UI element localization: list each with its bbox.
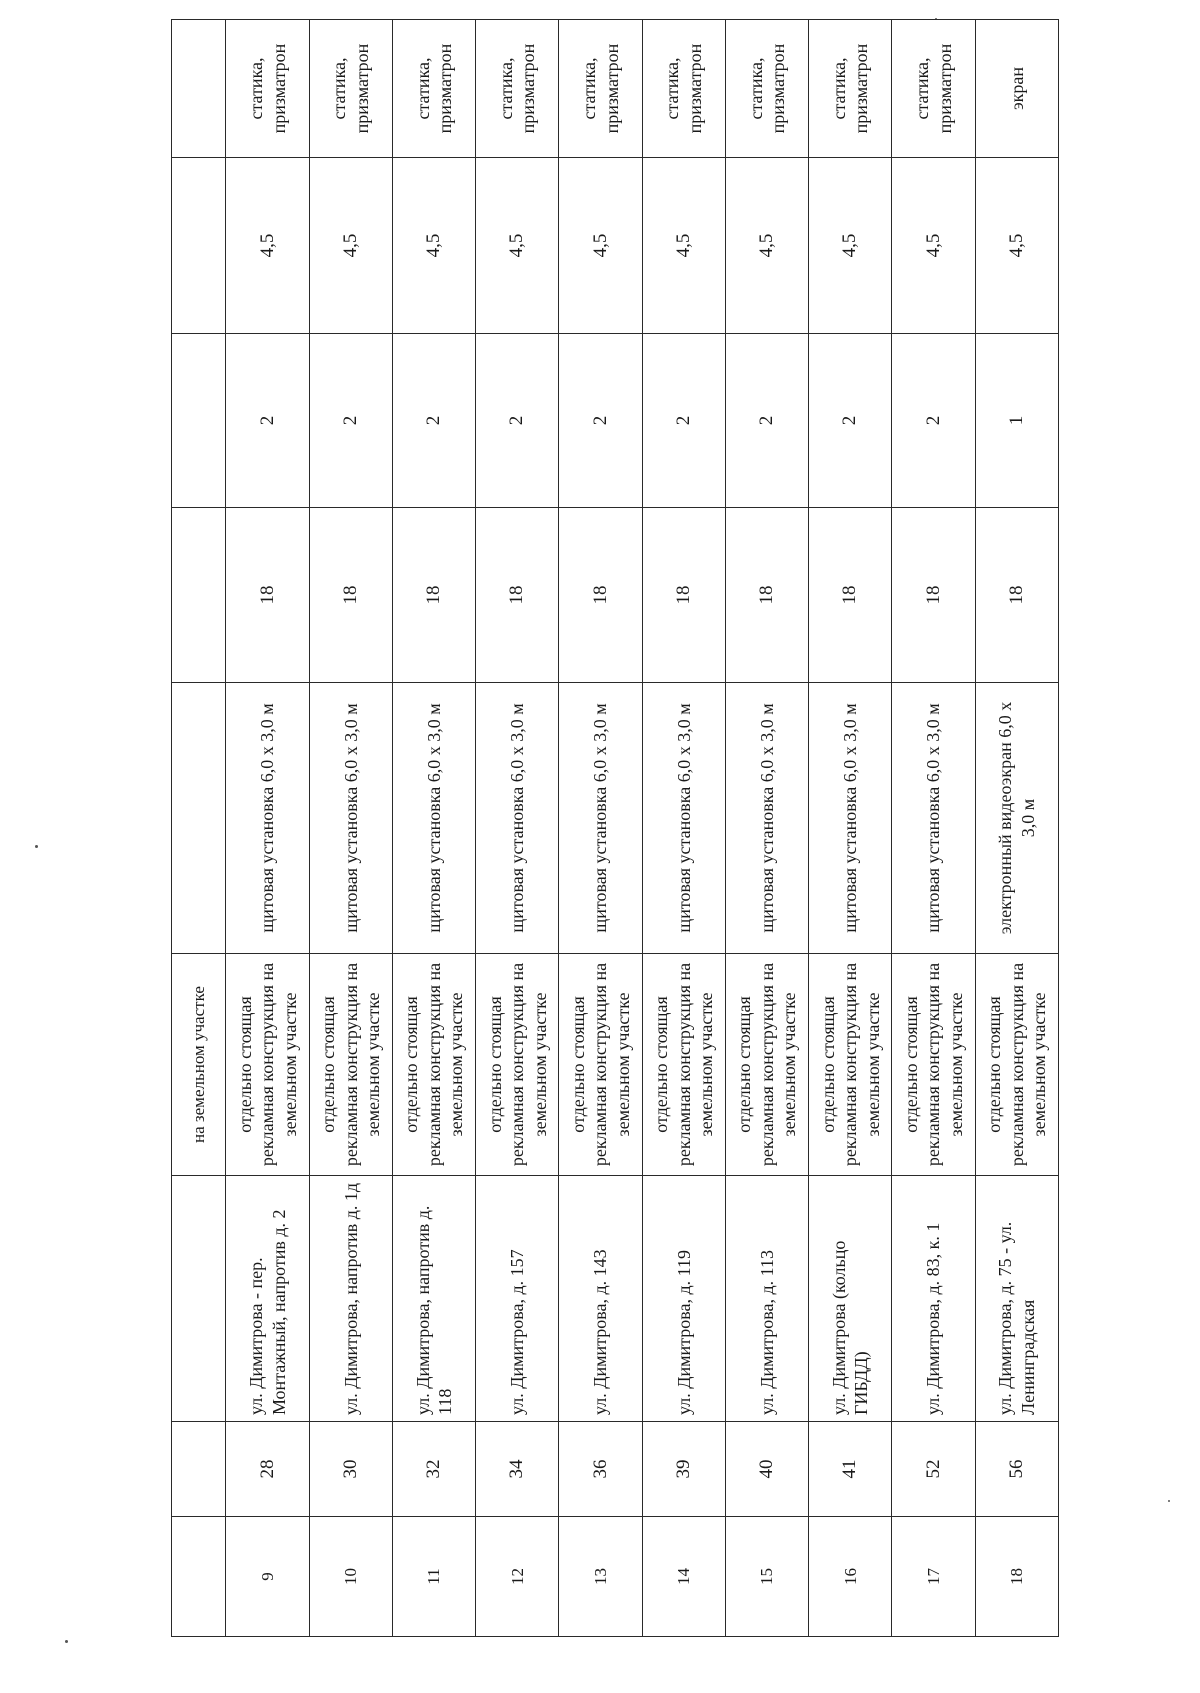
row-index-cell: 15 — [725, 1517, 808, 1637]
placement-cell: отдельно стоящая рекламная конструкция на земельном участке — [559, 954, 642, 1176]
structure-type-cell: электронный видеоэкран 6,0 х 3,0 м — [975, 683, 1058, 954]
structure-type-cell: щитовая установка 6,0 х 3,0 м — [559, 683, 642, 954]
technology-cell: статика, призматрон — [309, 20, 392, 158]
row-index-cell: 14 — [642, 1517, 725, 1637]
structure-number-cell: 56 — [975, 1422, 1058, 1517]
header-cell-empty — [172, 508, 226, 683]
height-cell: 4,5 — [226, 158, 309, 334]
table-row — [642, 20, 725, 1637]
header-cell-empty — [172, 334, 226, 508]
row-index-cell: 13 — [559, 1517, 642, 1637]
height-cell: 4,5 — [892, 158, 975, 334]
scan-speck — [65, 1640, 68, 1643]
row-index-cell: 12 — [476, 1517, 559, 1637]
table-row — [809, 20, 892, 1637]
scan-speck — [35, 845, 38, 848]
scan-speck — [1168, 1500, 1170, 1502]
row-index-cell: 16 — [809, 1517, 892, 1637]
height-cell: 4,5 — [809, 158, 892, 334]
row-index-cell: 10 — [309, 1517, 392, 1637]
structure-type-cell: щитовая установка 6,0 х 3,0 м — [476, 683, 559, 954]
sides-cell: 2 — [392, 334, 475, 508]
table-row — [725, 20, 808, 1637]
table-header-row — [172, 20, 226, 1637]
height-cell: 4,5 — [309, 158, 392, 334]
area-cell: 18 — [725, 508, 808, 683]
address-cell: ул. Димитрова, д. 143 — [559, 1176, 642, 1422]
address-cell: ул. Димитрова (кольцо ГИБДД) — [809, 1176, 892, 1422]
area-cell: 18 — [309, 508, 392, 683]
area-cell: 18 — [892, 508, 975, 683]
structure-number-cell: 39 — [642, 1422, 725, 1517]
sides-cell: 2 — [892, 334, 975, 508]
header-cell-empty — [172, 1517, 226, 1637]
area-cell: 18 — [642, 508, 725, 683]
sides-cell: 2 — [309, 334, 392, 508]
structure-type-cell: щитовая установка 6,0 х 3,0 м — [226, 683, 309, 954]
placement-cell: отдельно стоящая рекламная конструкция на земельном участке — [309, 954, 392, 1176]
technology-cell: статика, призматрон — [392, 20, 475, 158]
address-cell: ул. Димитрова, напротив д. 1д — [309, 1176, 392, 1422]
address-cell: ул. Димитрова, напротив д. 118 — [392, 1176, 475, 1422]
height-cell: 4,5 — [392, 158, 475, 334]
structure-type-cell: щитовая установка 6,0 х 3,0 м — [892, 683, 975, 954]
table-body — [226, 20, 1059, 1637]
technology-cell: статика, призматрон — [476, 20, 559, 158]
structure-number-cell: 41 — [809, 1422, 892, 1517]
structure-number-cell: 30 — [309, 1422, 392, 1517]
area-cell: 18 — [559, 508, 642, 683]
header-cell-empty — [172, 158, 226, 334]
row-index-cell: 11 — [392, 1517, 475, 1637]
sides-cell: 2 — [226, 334, 309, 508]
sides-cell: 2 — [476, 334, 559, 508]
address-cell: ул. Димитрова, д. 75 - ул. Ленинградская — [975, 1176, 1058, 1422]
address-cell: ул. Димитрова, д. 83, к. 1 — [892, 1176, 975, 1422]
technology-cell: экран — [975, 20, 1058, 158]
header-cell-empty — [172, 20, 226, 158]
sides-cell: 2 — [642, 334, 725, 508]
sides-cell: 1 — [975, 334, 1058, 508]
rotated-table-page — [171, 40, 1059, 1637]
height-cell: 4,5 — [559, 158, 642, 334]
technology-cell: статика, призматрон — [559, 20, 642, 158]
address-cell: ул. Димитрова, д. 119 — [642, 1176, 725, 1422]
row-index-cell: 18 — [975, 1517, 1058, 1637]
technology-cell: статика, призматрон — [809, 20, 892, 158]
table-row — [392, 20, 475, 1637]
height-cell: 4,5 — [642, 158, 725, 334]
structure-number-cell: 40 — [725, 1422, 808, 1517]
table-row — [892, 20, 975, 1637]
address-cell: ул. Димитрова, д. 113 — [725, 1176, 808, 1422]
structure-type-cell: щитовая установка 6,0 х 3,0 м — [809, 683, 892, 954]
placement-cell: отдельно стоящая рекламная конструкция на земельном участке — [975, 954, 1058, 1176]
placement-cell: отдельно стоящая рекламная конструкция на земельном участке — [392, 954, 475, 1176]
structure-number-cell: 36 — [559, 1422, 642, 1517]
placement-cell: отдельно стоящая рекламная конструкция на земельном участке — [226, 954, 309, 1176]
header-cell-empty — [172, 1422, 226, 1517]
placement-cell: отдельно стоящая рекламная конструкция на земельном участке — [809, 954, 892, 1176]
sides-cell: 2 — [725, 334, 808, 508]
address-cell: ул. Димитрова - пер. Монтажный, напротив д. 2 — [226, 1176, 309, 1422]
height-cell: 4,5 — [975, 158, 1058, 334]
sides-cell: 2 — [559, 334, 642, 508]
area-cell: 18 — [392, 508, 475, 683]
structure-number-cell: 34 — [476, 1422, 559, 1517]
technology-cell: статика, призматрон — [892, 20, 975, 158]
structure-type-cell: щитовая установка 6,0 х 3,0 м — [309, 683, 392, 954]
height-cell: 4,5 — [725, 158, 808, 334]
structure-number-cell: 32 — [392, 1422, 475, 1517]
table-row — [309, 20, 392, 1637]
header-cell-location: на земельном участке — [172, 954, 226, 1176]
area-cell: 18 — [476, 508, 559, 683]
placement-cell: отдельно стоящая рекламная конструкция на земельном участке — [476, 954, 559, 1176]
technology-cell: статика, призматрон — [642, 20, 725, 158]
area-cell: 18 — [809, 508, 892, 683]
structure-type-cell: щитовая установка 6,0 х 3,0 м — [642, 683, 725, 954]
header-cell-empty — [172, 1176, 226, 1422]
structure-type-cell: щитовая установка 6,0 х 3,0 м — [725, 683, 808, 954]
height-cell: 4,5 — [476, 158, 559, 334]
advertising-structures-table — [171, 19, 1059, 1637]
technology-cell: статика, призматрон — [725, 20, 808, 158]
structure-type-cell: щитовая установка 6,0 х 3,0 м — [392, 683, 475, 954]
address-cell: ул. Димитрова, д. 157 — [476, 1176, 559, 1422]
area-cell: 18 — [975, 508, 1058, 683]
area-cell: 18 — [226, 508, 309, 683]
row-index-cell: 9 — [226, 1517, 309, 1637]
sides-cell: 2 — [809, 334, 892, 508]
placement-cell: отдельно стоящая рекламная конструкция на земельном участке — [642, 954, 725, 1176]
structure-number-cell: 28 — [226, 1422, 309, 1517]
table-row — [559, 20, 642, 1637]
row-index-cell: 17 — [892, 1517, 975, 1637]
table-row — [226, 20, 309, 1637]
table-row — [975, 20, 1058, 1637]
table-row — [476, 20, 559, 1637]
placement-cell: отдельно стоящая рекламная конструкция на земельном участке — [892, 954, 975, 1176]
technology-cell: статика, призматрон — [226, 20, 309, 158]
placement-cell: отдельно стоящая рекламная конструкция на земельном участке — [725, 954, 808, 1176]
structure-number-cell: 52 — [892, 1422, 975, 1517]
header-cell-empty — [172, 683, 226, 954]
